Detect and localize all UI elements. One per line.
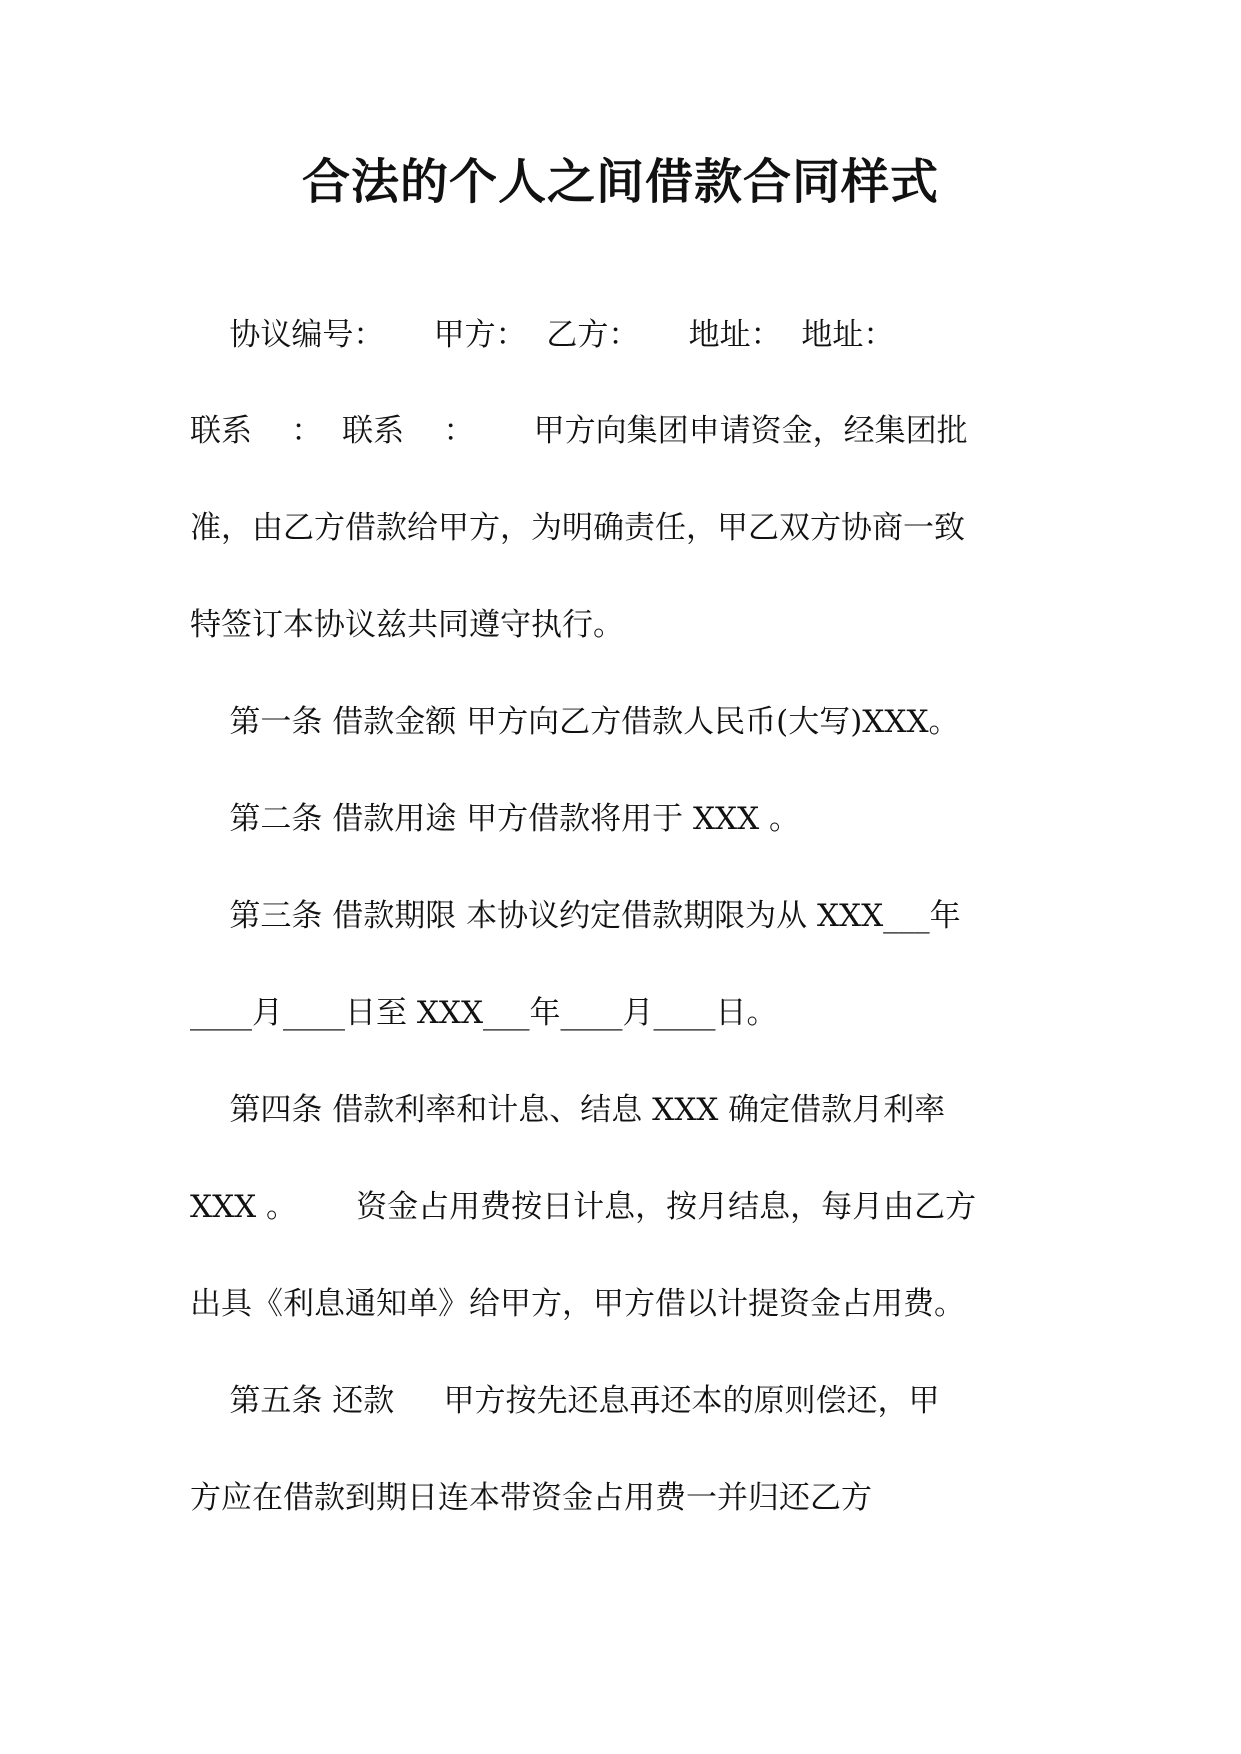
line-article-4-notice: 出具《利息通知单》给甲方，甲方借以计提资金占用费。: [190, 1286, 965, 1322]
line-article-3-dates: ____月____日至 XXX___年____月____日。: [190, 995, 778, 1031]
line-article-4: 第四条 借款利率和计息、结息 XXX 确定借款月利率: [190, 1092, 946, 1128]
line-article-5-repayment: 方应在借款到期日连本带资金占用费一并归还乙方: [190, 1480, 872, 1516]
line-contact-application: 联系 ： 联系 ： 甲方向集团申请资金，经集团批: [190, 413, 968, 449]
line-article-3: 第三条 借款期限 本协议约定借款期限为从 XXX___年: [190, 898, 961, 934]
document-title: 合法的个人之间借款合同样式: [301, 154, 939, 210]
line-approval: 准，由乙方借款给甲方，为明确责任，甲乙双方协商一致: [190, 510, 965, 546]
line-agreement-header: 协议编号： 甲方： 乙方： 地址： 地址：: [190, 317, 895, 353]
line-agreement-signing: 特签订本协议兹共同遵守执行。: [190, 607, 624, 643]
line-article-5: 第五条 还款 甲方按先还息再还本的原则偿还，甲: [190, 1383, 940, 1419]
line-article-4-interest: XXX 。 资金占用费按日计息，按月结息，每月由乙方: [190, 1189, 977, 1225]
line-article-2: 第二条 借款用途 甲方借款将用于 XXX 。: [190, 801, 801, 837]
line-article-1: 第一条 借款金额 甲方向乙方借款人民币(大写)XXX。: [190, 704, 960, 740]
